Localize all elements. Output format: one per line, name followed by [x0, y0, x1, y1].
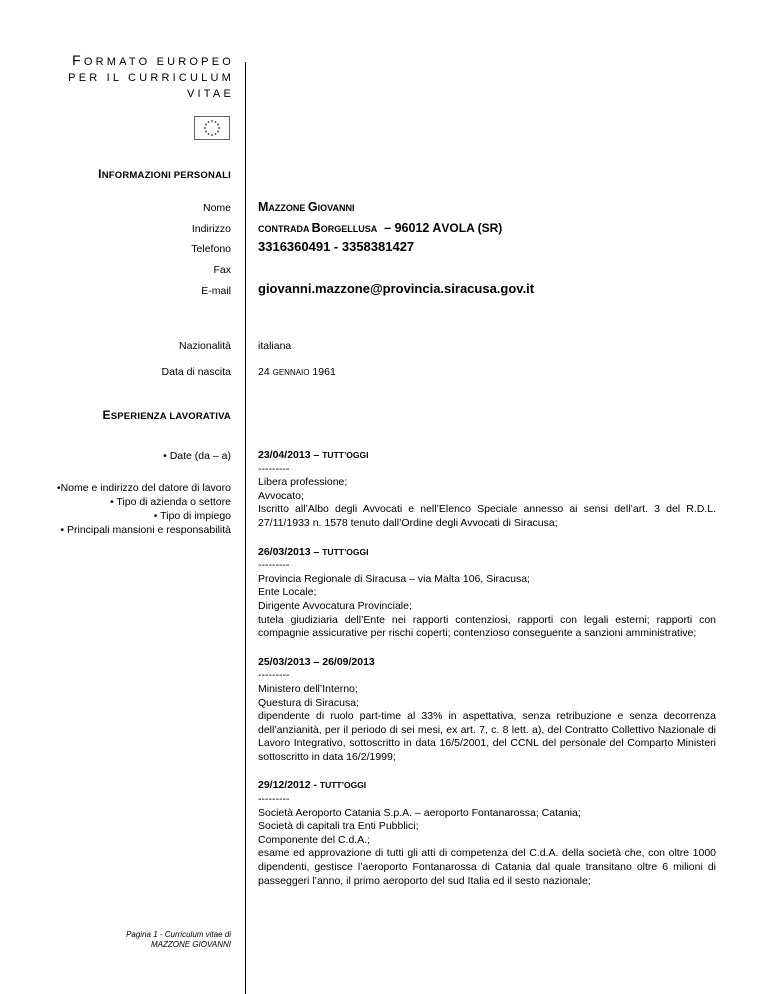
job-separator: --------- — [258, 462, 290, 475]
job-entry — [258, 656, 716, 765]
section-work-experience: ESPERIENZA LAVORATIVA — [102, 408, 231, 422]
job-entry — [258, 449, 716, 531]
job-position: Componente del C.d.A.; — [258, 833, 371, 846]
work-label-date: • Date (da – a) — [163, 450, 231, 462]
job-type: Società di capitali tra Enti Pubblici; — [258, 820, 419, 833]
value-email: giovanni.mazzone@provincia.siracusa.gov.it — [258, 281, 535, 296]
label-indirizzo: Indirizzo — [191, 223, 231, 235]
label-telefono: Telefono — [191, 243, 231, 255]
label-nome: Nome — [202, 202, 231, 214]
footer-line-2: MAZZONE GIOVANNI — [150, 940, 231, 949]
job-date: 29/12/2012 - TUTT’OGGI — [258, 779, 367, 792]
job-date: 26/03/2013 – TUTT’OGGI — [258, 545, 369, 558]
job-duties: dipendente di ruolo part-time al 33% in aspettativa, senza retribuzione e senza decorrenza dell’anzianità, per il periodo di sei mesi, ex art. 7, c. 8 lett. a), del Contratto Collettivo Nazionale di Lavoro Integrativo, sottoscritto in data 16/5/2001, del CCNL del personale del Comparto Ministeri sottoscritto in data 16/2/1999; — [258, 710, 716, 763]
job-employer: Libera professione; — [258, 476, 348, 489]
label-email: E-mail — [201, 285, 231, 297]
header-line-2: PER IL CURRICULUM — [68, 72, 234, 84]
job-separator: --------- — [258, 793, 290, 806]
header-line-1: FORMATO EUROPEO — [72, 52, 234, 68]
job-entry — [258, 779, 716, 888]
job-date: 25/03/2013 – 26/09/2013 — [258, 655, 375, 668]
label-data-nascita: Data di nascita — [161, 366, 231, 378]
job-type: Ente Locale; — [258, 586, 317, 599]
vertical-divider — [245, 62, 246, 994]
footer-line-1: Pagina 1 - Curriculum vitae di — [126, 930, 231, 939]
cv-header — [0, 52, 234, 102]
value-nome: MAZZONE GIOVANNI — [258, 200, 355, 214]
job-position: Dirigente Avvocatura Provinciale; — [258, 599, 412, 612]
job-employer: Società Aeroporto Catania S.p.A. – aeroporto Fontanarossa; Catania; — [258, 806, 581, 819]
job-entry — [258, 546, 716, 641]
job-duties: esame ed approvazione di tutti gli atti di competenza del C.d.A. della società che, con oltre 1000 dipendenti, gestisce l’aeroporto Fontanarossa di Catania dal quale transitano oltre 6 milioni di passeggeri l’anno, il primo aeroporto del sud Italia ed il sesto nazionale; — [258, 847, 716, 887]
job-separator: --------- — [258, 559, 290, 572]
eu-flag-icon — [194, 116, 230, 140]
label-nazionalita: Nazionalità — [179, 340, 231, 352]
job-type: Avvocato; — [258, 489, 304, 502]
work-label-duties: • Principali mansioni e responsabilità — [60, 524, 231, 536]
job-employer: Ministero dell’Interno; — [258, 682, 358, 695]
job-employer: Provincia Regionale di Siracusa – via Malta 106, Siracusa; — [258, 572, 530, 585]
job-separator: --------- — [258, 669, 290, 682]
jobs-list — [258, 449, 716, 903]
value-data-nascita: 24 GENNAIO 1961 — [258, 366, 336, 378]
label-fax: Fax — [213, 264, 231, 276]
header-line-3: VITAE — [187, 88, 234, 100]
work-label-job: • Tipo di impiego — [153, 510, 231, 522]
value-telefono: 3316360491 - 3358381427 — [258, 239, 415, 254]
work-label-employer: •Nome e indirizzo del datore di lavoro — [56, 482, 231, 494]
section-personal-info: INFORMAZIONI PERSONALI — [98, 167, 231, 181]
value-nazionalita: italiana — [258, 340, 292, 352]
page-footer — [0, 930, 231, 950]
value-indirizzo: CONTRADA BORGELLUSA – 96012 AVOLA (SR) — [258, 221, 503, 235]
job-duties: tutela giudiziaria dell’Ente nei rapporti contenziosi, rapporti con legali esterni; rapporti con compagnie assicurative per rischi coperti; contenzioso conseguente a sanzioni amministrative; — [258, 613, 716, 640]
job-duties: Iscritto all’Albo degli Avvocati e nell’Elenco Speciale annesso ai sensi dell’art. 3 del R.D.L. 27/11/1933 n. 1578 tenuto dall’Ordine degli Avvocati di Siracusa; — [258, 503, 716, 529]
job-type: Questura di Siracusa; — [258, 696, 359, 709]
job-date: 23/04/2013 – TUTT’OGGI — [258, 449, 369, 461]
work-label-type: • Tipo di azienda o settore — [109, 496, 231, 508]
